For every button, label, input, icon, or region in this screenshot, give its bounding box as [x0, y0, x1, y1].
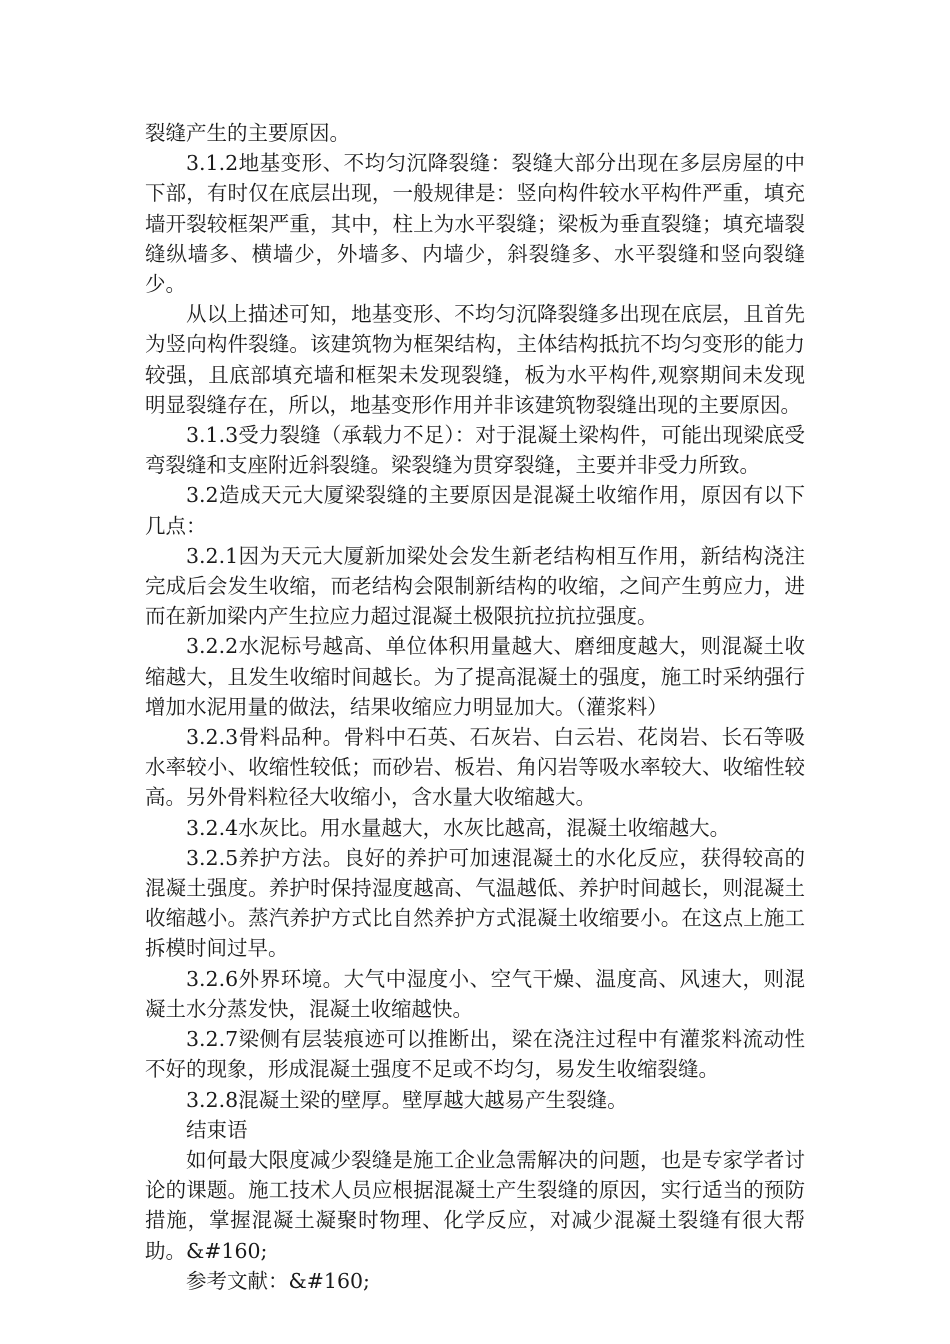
conclusion-heading: 结束语 — [186, 1117, 248, 1142]
document-body — [145, 118, 805, 1296]
paragraph-3-2-8: 3.2.8混凝土梁的壁厚。壁厚越大越易产生裂缝。 — [186, 1087, 628, 1112]
paragraph-3-2-6: 3.2.6外界环境。大气中湿度小、空气干燥、温度高、风速大，则混凝土水分蒸发快，混凝土收缩越快。 — [145, 966, 805, 1021]
paragraph-3-2-7: 3.2.7梁侧有层装痕迹可以推断出，梁在浇注过程中有灌浆料流动性不好的现象，形成混凝土强度不足或不均匀，易发生收缩裂缝。 — [145, 1027, 805, 1082]
paragraph-analysis: 从以上描述可知，地基变形、不均匀沉降裂缝多出现在底层，且首先为竖向构件裂缝。该建筑物为框架结构，主体结构抵抗不均匀变形的能力较强，且底部填充墙和框架未发现裂缝，板为水平构件,观察期间未发现明显裂缝存在，所以，地基变形作用并非该建筑物裂缝出现的主要原因。 — [145, 302, 805, 417]
paragraph-3-2-2: 3.2.2水泥标号越高、单位体积用量越大、磨细度越大，则混凝土收缩越大，且发生收缩时间越长。为了提高混凝土的强度，施工时采纳强行增加水泥用量的做法，结果收缩应力明显加大。（灌浆料） — [145, 634, 805, 719]
paragraph-3-2-1: 3.2.1因为天元大厦新加梁处会发生新老结构相互作用，新结构浇注完成后会发生收缩，而老结构会限制新结构的收缩，之间产生剪应力，进而在新加梁内产生拉应力超过混凝土极限抗拉抗拉强度。 — [145, 543, 805, 629]
paragraph-3-2-3: 3.2.3骨料品种。骨料中石英、石灰岩、白云岩、花岗岩、长石等吸水率较小、收缩性较低；而砂岩、板岩、角闪岩等吸水率较大、收缩性较高。另外骨料粒径大收缩小，含水量大收缩越大。 — [145, 725, 805, 810]
paragraph-3-1-3: 3.1.3受力裂缝（承载力不足）：对于混凝土梁构件，可能出现梁底受弯裂缝和支座附近斜裂缝。梁裂缝为贯穿裂缝，主要并非受力所致。 — [145, 423, 805, 478]
paragraph-3-2: 3.2造成天元大厦梁裂缝的主要原因是混凝土收缩作用，原因有以下几点： — [145, 483, 805, 538]
references-heading: 参考文献：&#160; — [186, 1268, 370, 1293]
paragraph-3-1-2: 3.1.2地基变形、不均匀沉降裂缝：裂缝大部分出现在多层房屋的中下部，有时仅在底层出现，一般规律是：竖向构件较水平构件严重，填充墙开裂较框架严重，其中，柱上为水平裂缝；梁板为垂直裂缝；填充墙裂缝纵墙多、横墙少，外墙多、内墙少，斜裂缝多、水平裂缝和竖向裂缝少。 — [145, 151, 805, 297]
paragraph-3-2-4: 3.2.4水灰比。用水量越大，水灰比越高，混凝土收缩越大。 — [186, 815, 731, 840]
conclusion-paragraph: 如何最大限度减少裂缝是施工企业急需解决的问题，也是专家学者讨论的课题。施工技术人员应根据混凝土产生裂缝的原因，实行适当的预防措施，掌握混凝土凝聚时物理、化学反应，对减少混凝土裂缝有很大帮助。&#160; — [145, 1147, 805, 1263]
paragraph-3-2-5: 3.2.5养护方法。良好的养护可加速混凝土的水化反应，获得较高的混凝土强度。养护时保持湿度越高、气温越低、养护时间越长，则混凝土收缩越小。蒸汽养护方式比自然养护方式混凝土收缩要小。在这点上施工拆模时间过早。 — [145, 845, 805, 961]
paragraph-1: 裂缝产生的主要原因。 — [145, 121, 350, 145]
